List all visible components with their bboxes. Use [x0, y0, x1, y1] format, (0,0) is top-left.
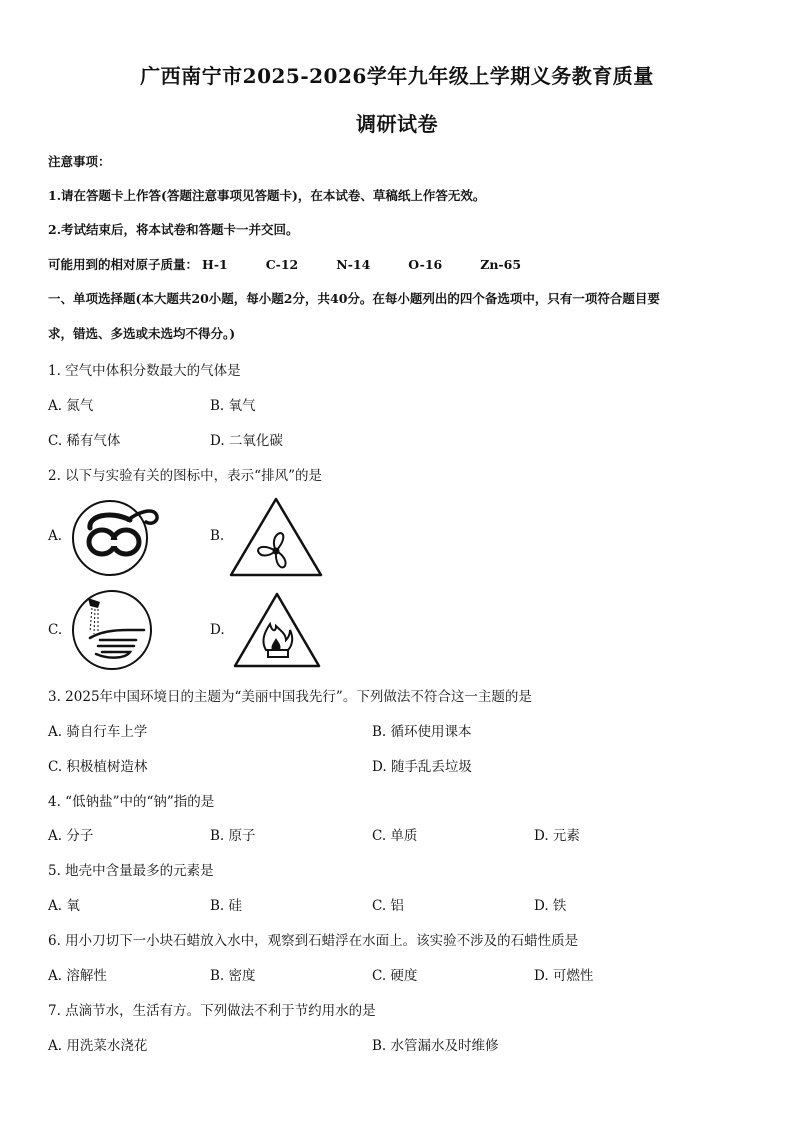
q5-option-a[interactable]: A. 氧 — [48, 898, 80, 914]
wash-hands-icon[interactable] — [70, 588, 154, 672]
atomic-mass-n: N-14 — [336, 257, 371, 272]
q2-option-c[interactable]: C. — [48, 622, 63, 638]
q4-option-a[interactable]: A. 分子 — [48, 828, 94, 844]
q3-option-b[interactable]: B. 循环使用课本 — [372, 724, 472, 740]
q6-option-b[interactable]: B. 密度 — [210, 968, 256, 984]
ventilation-fan-icon[interactable] — [228, 495, 324, 579]
q4-option-d[interactable]: D. 元素 — [534, 828, 580, 844]
question-6-stem: 6. 用小刀切下一小块石蜡放入水中，观察到石蜡浮在水面上。该实验不涉及的石蜡性质是 — [48, 933, 579, 949]
question-1-stem: 1. 空气中体积分数最大的气体是 — [48, 363, 241, 379]
q3-option-c[interactable]: C. 积极植树造林 — [48, 759, 148, 775]
notes-item-1: 1.请在答题卡上作答(答题注意事项见答题卡)，在本试卷、草稿纸上作答无效。 — [48, 188, 486, 203]
q1-option-c[interactable]: C. 稀有气体 — [48, 433, 121, 449]
notes-item-2: 2.考试结束后，将本试卷和答题卡一并交回。 — [48, 222, 299, 237]
q5-option-c[interactable]: C. 铝 — [372, 898, 404, 914]
q4-option-b[interactable]: B. 原子 — [210, 828, 256, 844]
q1-option-b[interactable]: B. 氧气 — [210, 398, 256, 414]
q1-option-a[interactable]: A. 氮气 — [48, 398, 94, 414]
q2-option-a[interactable]: A. — [48, 528, 63, 544]
section1-instructions-line1: 一、单项选择题(本大题共20小题，每小题2分，共40分。在每小题列出的四个备选项中，只有一项符合题目要 — [48, 291, 660, 306]
q6-option-c[interactable]: C. 硬度 — [372, 968, 418, 984]
atomic-mass-c: C-12 — [265, 257, 299, 272]
page-title-line2: 调研试卷 — [356, 112, 438, 136]
question-3-stem: 3. 2025年中国环境日的主题为“美丽中国我先行”。下列做法不符合这一主题的是 — [48, 689, 532, 705]
q5-option-d[interactable]: D. 铁 — [534, 898, 567, 914]
atomic-mass-label: 可能用到的相对原子质量： — [48, 257, 199, 272]
notes-heading: 注意事项： — [48, 154, 111, 169]
atomic-mass-line — [48, 255, 559, 273]
q3-option-a[interactable]: A. 骑自行车上学 — [48, 724, 148, 740]
q6-option-d[interactable]: D. 可燃性 — [534, 968, 594, 984]
q5-option-b[interactable]: B. 硅 — [210, 898, 243, 914]
q2-option-d[interactable]: D. — [210, 622, 225, 638]
atomic-mass-h: H-1 — [202, 257, 228, 272]
question-2-stem: 2. 以下与实验有关的图标中，表示“排风”的是 — [48, 468, 322, 484]
page-title-line1: 广西南宁市2025-2026学年九年级上学期义务教育质量 — [140, 64, 654, 88]
q1-option-d[interactable]: D. 二氧化碳 — [210, 433, 283, 449]
open-flame-icon[interactable] — [232, 590, 322, 670]
question-5-stem: 5. 地壳中含量最多的元素是 — [48, 863, 214, 879]
q4-option-c[interactable]: C. 单质 — [372, 828, 418, 844]
atomic-mass-zn: Zn-65 — [480, 257, 522, 272]
section1-instructions-line2: 求，错选、多选或未选均不得分。) — [48, 326, 236, 341]
q7-option-a[interactable]: A. 用洗菜水浇花 — [48, 1038, 148, 1054]
question-4-stem: 4. “低钠盐”中的“钠”指的是 — [48, 794, 215, 810]
atomic-mass-o: O-16 — [408, 257, 443, 272]
q7-option-b[interactable]: B. 水管漏水及时维修 — [372, 1038, 499, 1054]
q6-option-a[interactable]: A. 溶解性 — [48, 968, 107, 984]
q3-option-d[interactable]: D. 随手乱丢垃圾 — [372, 759, 472, 775]
q2-option-b[interactable]: B. — [210, 528, 225, 544]
question-7-stem: 7. 点滴节水，生活有方。下列做法不利于节约用水的是 — [48, 1003, 376, 1019]
goggles-icon[interactable] — [70, 498, 160, 578]
